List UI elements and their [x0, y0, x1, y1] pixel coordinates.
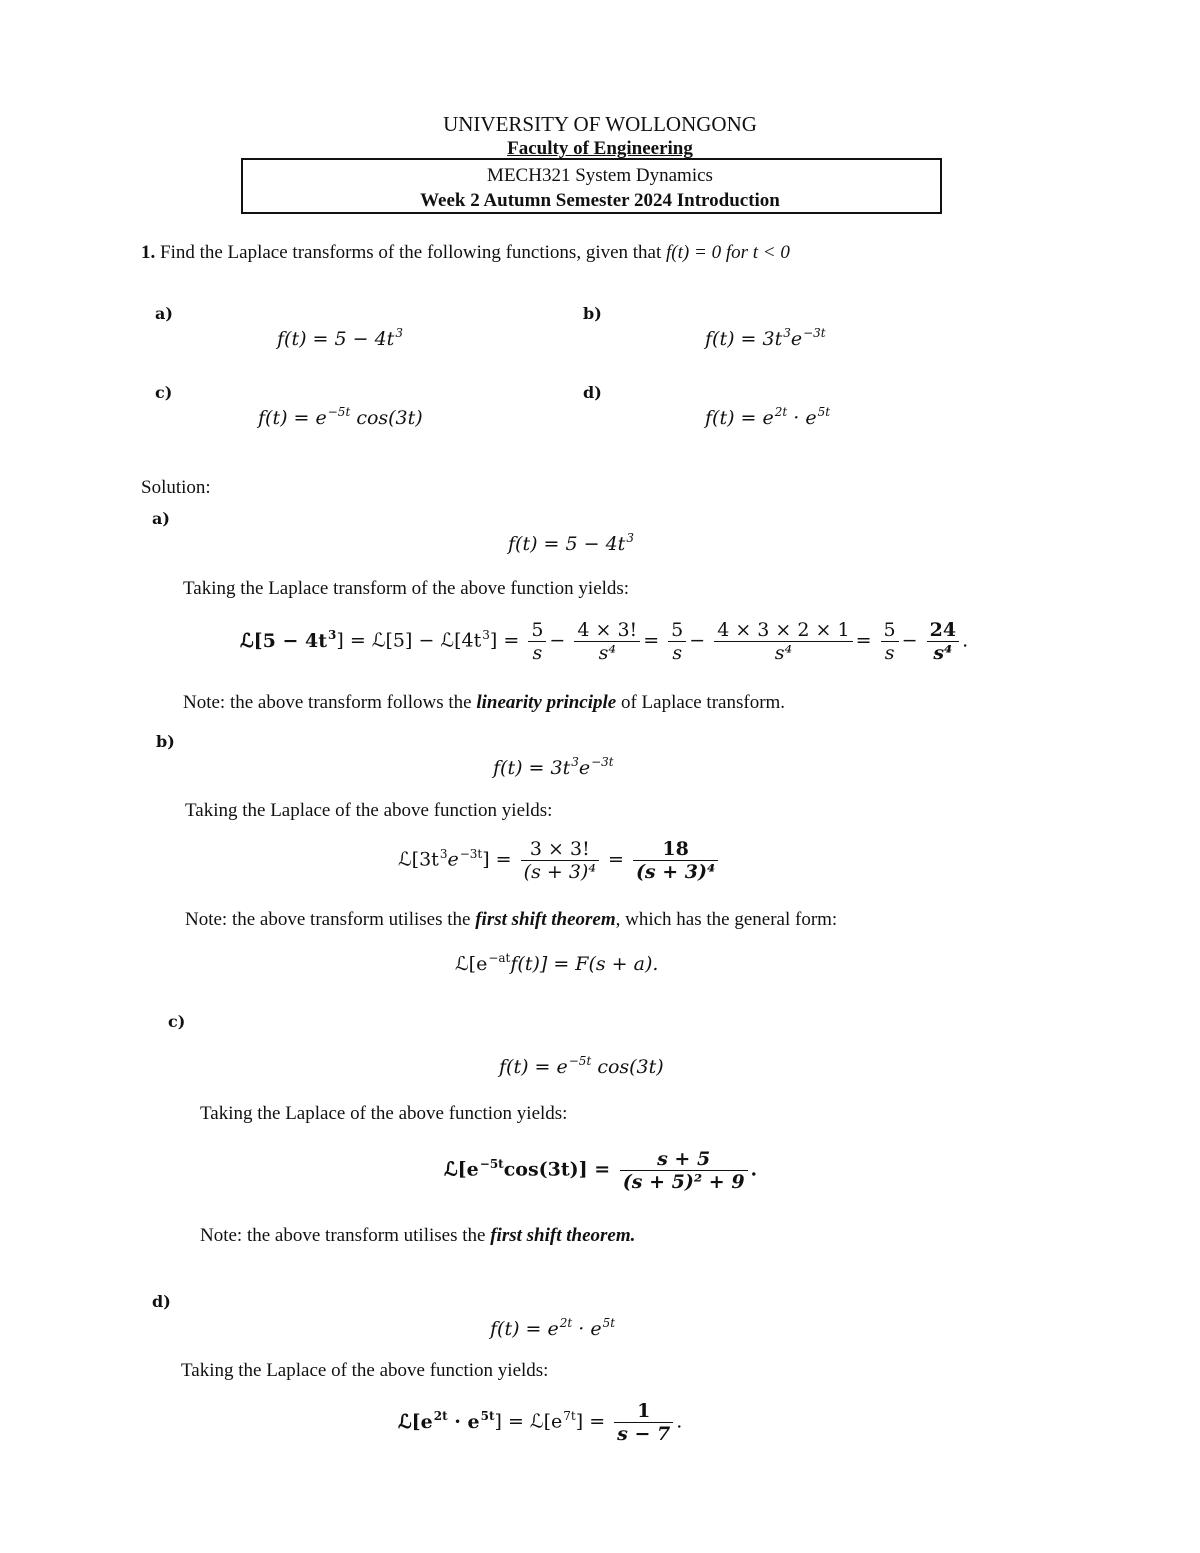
sol-d-frac: $\frac{1}{s - 7}$ — [614, 1400, 673, 1445]
sol-b-function: $f(t) = 3t^3e^{-3t}$ — [493, 755, 614, 779]
question-condition: f(t) = 0 for t < 0 — [666, 242, 790, 263]
part-c-label: c) — [155, 383, 173, 402]
sol-a-frac-1: $\frac{5}{s}$ — [528, 619, 546, 664]
sol-d-label: d) — [152, 1292, 171, 1311]
sol-b-frac-2: $\frac{18}{\text{(s + 3)⁴}}$ — [633, 838, 718, 883]
sol-b-frac-1: $\frac{3 \times 3!}{\text{(s + 3)⁴}}$ — [521, 838, 599, 883]
sol-c-equation: $ℒ[e^{-5t}\cos(3t)]$ = $\frac{s + 5}{\text{(s + 5)² + 9}}$ . — [444, 1148, 758, 1193]
university-title: UNIVERSITY OF WOLLONGONG — [443, 112, 757, 136]
part-c-expr: $f(t) = e^{-5t}$ cos(3t) — [258, 405, 423, 429]
sol-a-equation: ℒ[5 − $4t^3$] = ℒ[5] − $ℒ[4t^3]$ = $\frac{5}{s}$ − $\frac{4 \times 3!}{\text{s⁴}}$ = $\frac{5}{s}$ − $\frac{4 \times 3 \times 2 \times 1}{\text{s⁴}}$ = $\frac{5}{s}$ − $\frac{24}{\text{s⁴}}$ . — [240, 619, 969, 664]
sol-a-frac-4: $\frac{4 \times 3 \times 2 \times 1}{\text{s⁴}}$ — [714, 619, 852, 664]
sol-a-note: Note: the above transform follows the linearity principle of Laplace transform. — [183, 692, 786, 713]
sol-a-lead: Taking the Laplace transform of the above function yields: — [183, 578, 630, 599]
faculty-title: Faculty of Engineering — [507, 138, 693, 159]
sol-b-lead: Taking the Laplace of the above function yields: — [185, 800, 553, 821]
sol-a-frac-5: $\frac{5}{s}$ — [881, 619, 899, 664]
part-d-label: d) — [583, 383, 602, 402]
sol-c-lead: Taking the Laplace of the above function yields: — [200, 1103, 568, 1124]
question-line — [141, 242, 790, 264]
part-b-expr: $f(t) = 3t^3e^{-3t}$ — [705, 326, 826, 350]
sol-c-frac: $\frac{s + 5}{\text{(s + 5)² + 9}}$ — [620, 1148, 748, 1193]
sol-a-function: $f(t) = 5 - 4t^3$ — [508, 531, 634, 555]
sol-d-equation: $ℒ[e^{2t} \cdot e^{5t}]$ = $ℒ[e^{7t}]$ = $\frac{1}{s - 7}$ . — [398, 1400, 683, 1445]
sol-b-label: b) — [156, 732, 175, 751]
part-a-expr: $f(t) = 5 - 4t^3$ — [277, 326, 403, 350]
course-title: MECH321 System Dynamics — [487, 165, 713, 186]
part-b-label: b) — [583, 304, 602, 323]
sol-d-lead: Taking the Laplace of the above function yields: — [181, 1360, 549, 1381]
sol-a-label: a) — [152, 509, 170, 528]
sol-a-frac-6: $\frac{24}{\text{s⁴}}$ — [927, 619, 959, 664]
sol-a-frac-3: $\frac{5}{s}$ — [668, 619, 686, 664]
part-a-label: a) — [155, 304, 173, 323]
sol-d-function: $f(t) = e^{2t} \cdot e^{5t}$ — [490, 1316, 616, 1340]
question-text: Find the Laplace transforms of the following functions, given that — [160, 242, 662, 263]
sol-c-note: Note: the above transform utilises the first shift theorem. — [200, 1225, 636, 1246]
week-title: Week 2 Autumn Semester 2024 Introduction — [420, 190, 780, 211]
sol-b-general-form: $ℒ[e^{-at}f(t)] = F(s + a)$. — [455, 951, 659, 975]
sol-c-label: c) — [168, 1012, 186, 1031]
question-number: 1. — [141, 242, 156, 263]
sol-b-note: Note: the above transform utilises the first shift theorem, which has the general form: — [185, 909, 838, 930]
solution-heading: Solution: — [141, 477, 211, 498]
sol-a-frac-2: $\frac{4 \times 3!}{\text{s⁴}}$ — [574, 619, 640, 664]
sol-b-equation: $ℒ[3t^3e^{-3t}]$ = $\frac{3 \times 3!}{\text{(s + 3)⁴}}$ = $\frac{18}{\text{(s + 3)⁴}}$ — [398, 838, 721, 883]
part-d-expr: $f(t) = e^{2t} \cdot e^{5t}$ — [705, 405, 831, 429]
sol-c-function: $f(t) = e^{-5t}$ cos(3t) — [499, 1054, 664, 1078]
